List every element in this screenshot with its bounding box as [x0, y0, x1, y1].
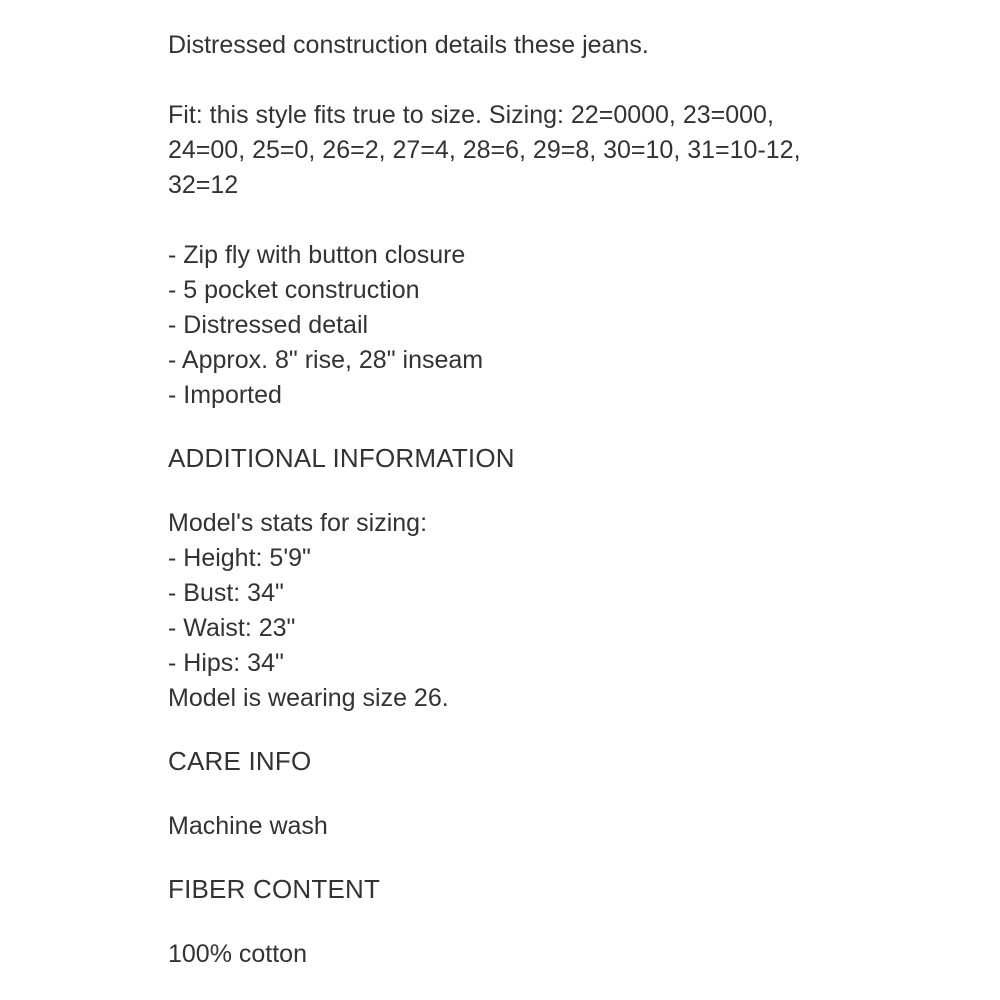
model-stat-item: - Hips: 34" [168, 649, 284, 677]
spacer [168, 779, 808, 809]
model-stats-intro: Model's stats for sizing: [168, 509, 428, 537]
fit-line: Fit: this style fits true to size. Sizing: 22=0000, 23=000, [168, 101, 774, 129]
spacer [168, 413, 808, 441]
model-stat-item: - Bust: 34" [168, 579, 284, 607]
spacer [168, 907, 808, 937]
care-info-text: Machine wash [168, 812, 328, 840]
fiber-content-heading: FIBER CONTENT [168, 874, 381, 904]
spacer [168, 844, 808, 872]
spacer [168, 476, 808, 506]
feature-item: - Zip fly with button closure [168, 241, 466, 269]
spacer [168, 716, 808, 744]
description-intro: Distressed construction details these jeans. [168, 31, 649, 59]
model-stats-list [168, 541, 808, 681]
feature-item: - 5 pocket construction [168, 276, 420, 304]
care-info-heading: CARE INFO [168, 746, 312, 776]
model-stat-item: - Waist: 23" [168, 614, 296, 642]
additional-info-heading: ADDITIONAL INFORMATION [168, 443, 515, 473]
fit-sizing-text [168, 98, 808, 203]
model-wearing-size: Model is wearing size 26. [168, 684, 449, 712]
product-details [168, 28, 808, 972]
fit-line: 24=00, 25=0, 26=2, 27=4, 28=6, 29=8, 30=10, 31=10-12, [168, 136, 801, 164]
feature-item: - Distressed detail [168, 311, 369, 339]
feature-list [168, 238, 808, 413]
feature-item: - Approx. 8" rise, 28" inseam [168, 346, 484, 374]
fit-line: 32=12 [168, 171, 239, 199]
spacer [168, 203, 808, 238]
fiber-content-text: 100% cotton [168, 940, 307, 968]
feature-item: - Imported [168, 381, 282, 409]
model-stat-item: - Height: 5'9" [168, 544, 311, 572]
spacer [168, 63, 808, 98]
